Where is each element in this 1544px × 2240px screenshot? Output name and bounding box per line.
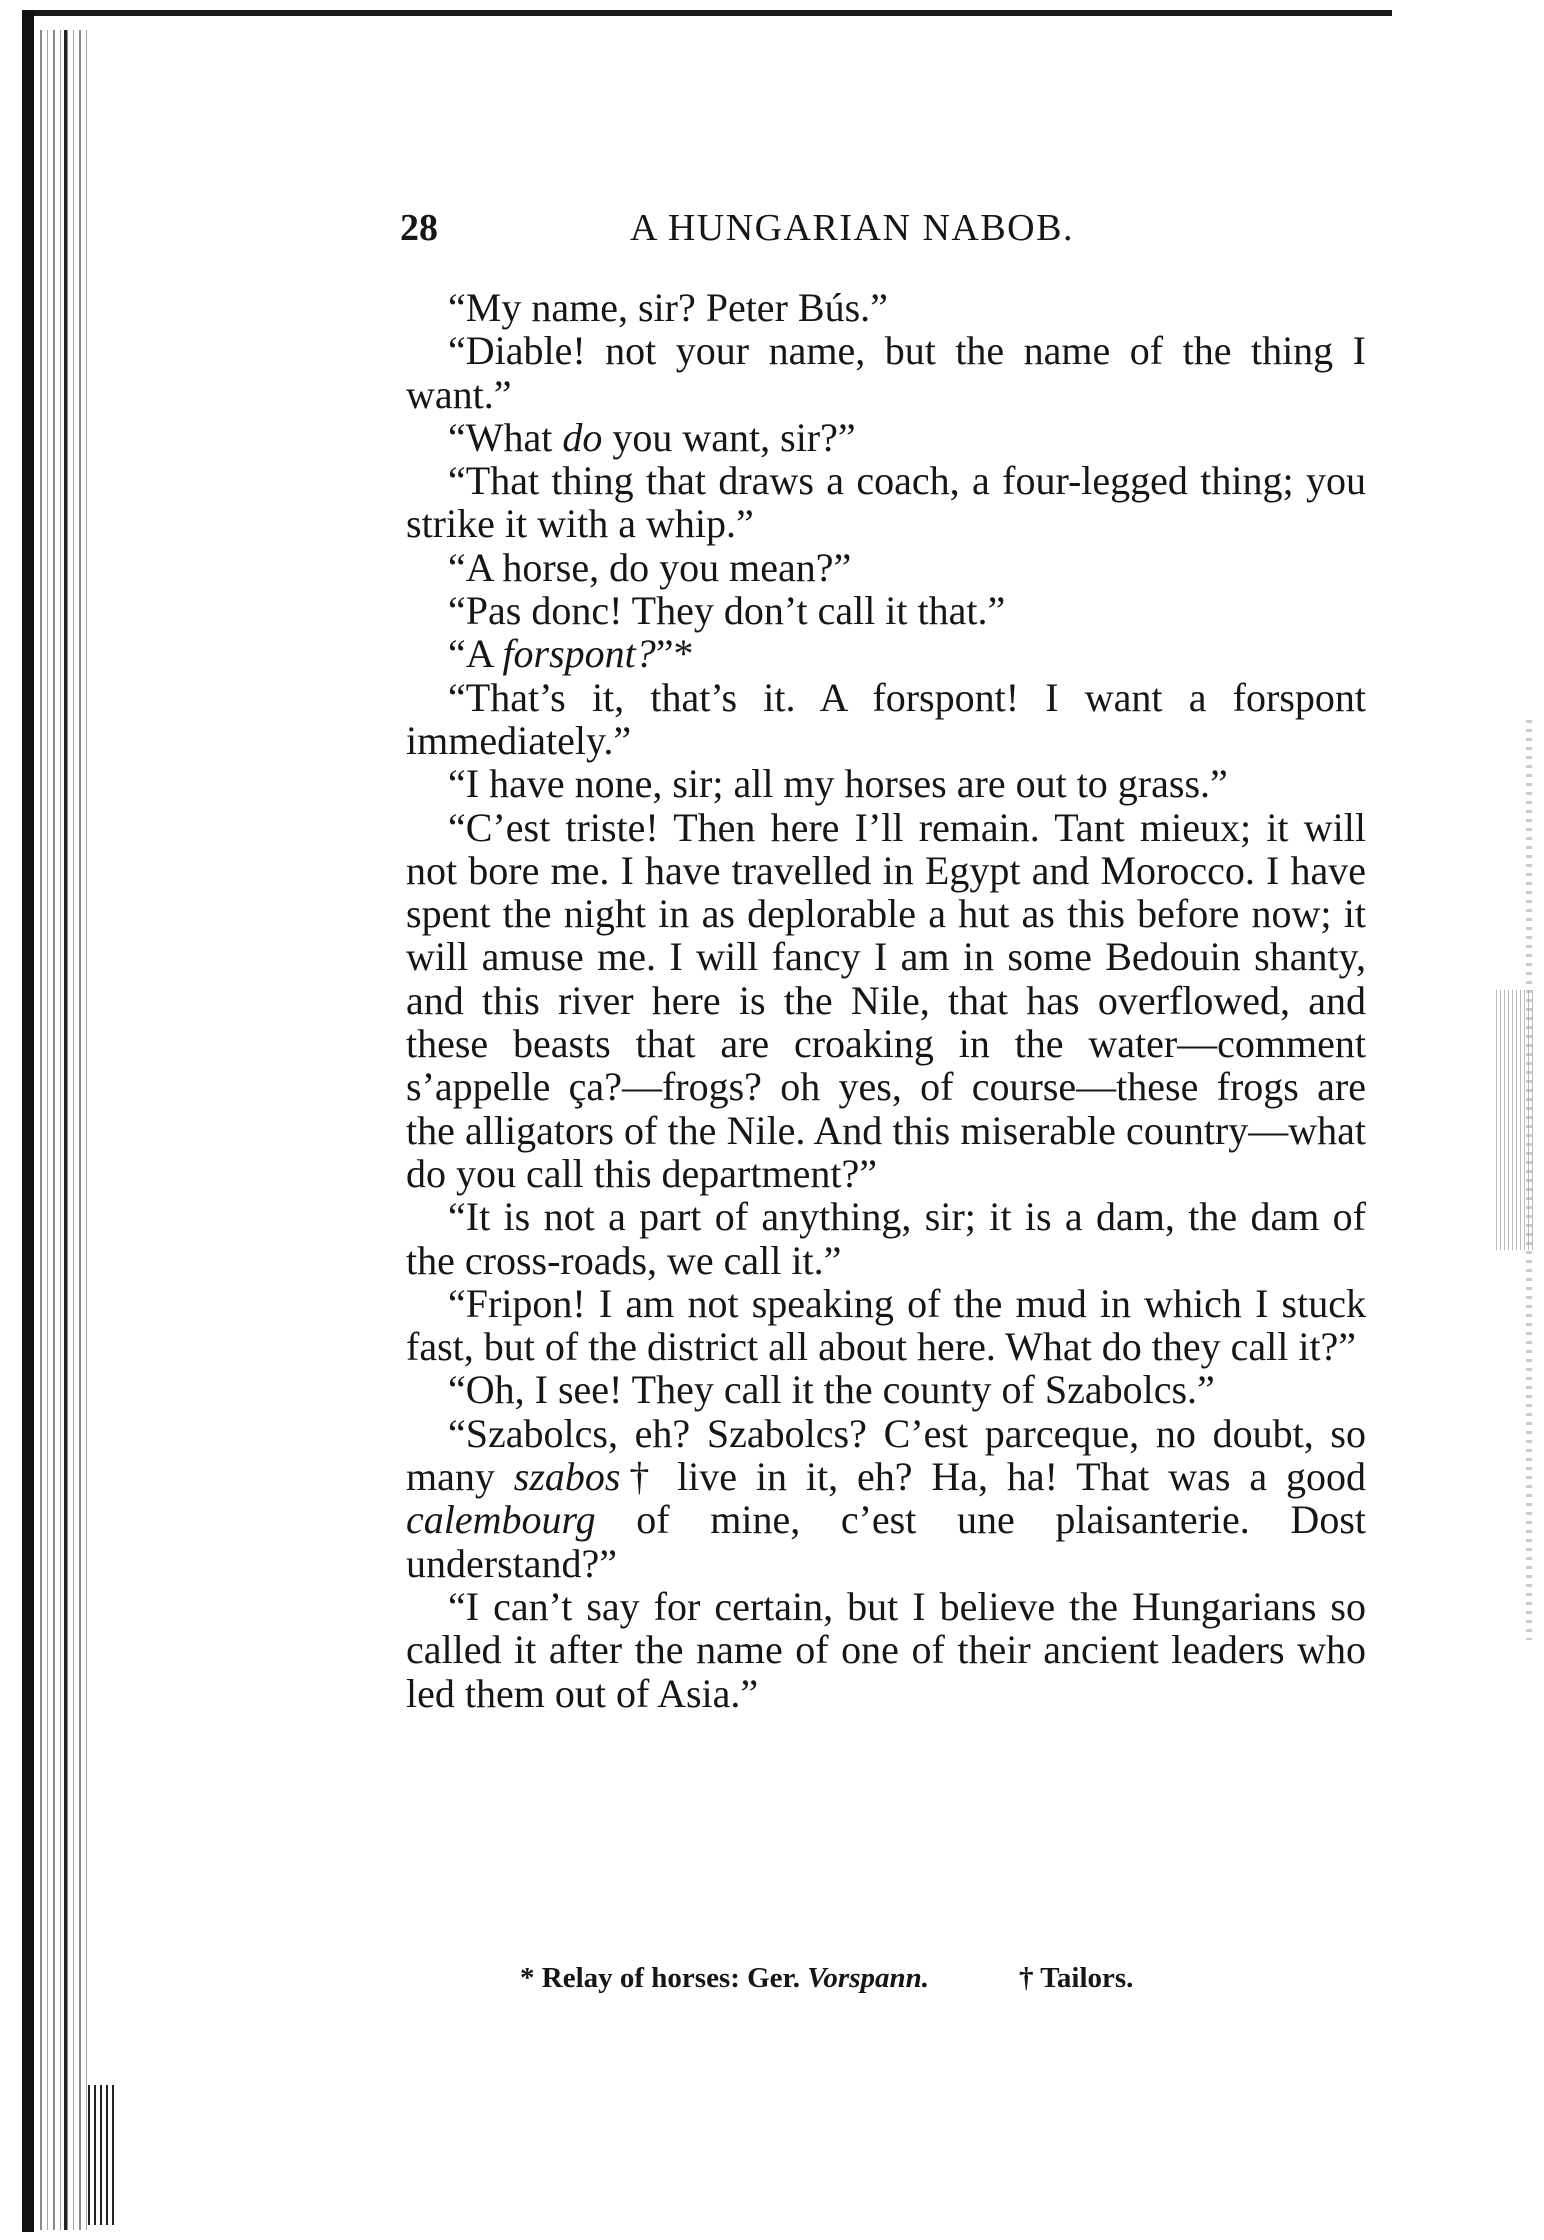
scan-right-edge-dots: [1526, 720, 1532, 1640]
page-header: [400, 200, 1400, 260]
paragraph: “I have none, sir; all my horses are out to grass.”: [448, 761, 1228, 807]
text-run: “Szabolcs, eh? Szabolcs? C’est parceque, no doubt, so many: [406, 1410, 1366, 1500]
spine-inner-line: [64, 30, 67, 2230]
italic-run: forspont?: [502, 631, 656, 677]
paragraph: [406, 416, 1366, 459]
paragraph: “C’est triste! Then here I’ll remain. Tant mieux; it will not bore me. I have travelled in Egypt and Morocco. I have spent the night in as deplorable a hut as this before now; it will amuse me. I will fancy I am in some Bedouin shanty, and this river here is the Nile, that has overflowed, and these beasts that are croaking in the water—comment s’appelle ça?—frogs? oh yes, of course—these frogs are the alligators of the Nile. And this miserable country—what do you call this department?”: [406, 804, 1366, 1196]
scan-bottom-marks: [88, 2085, 114, 2225]
running-title: A HUNGARIAN NABOB.: [630, 207, 1074, 249]
paragraph: “That’s it, that’s it. A forspont! I want a forspont immediately.”: [406, 674, 1366, 763]
italic-run: calembourg: [406, 1497, 596, 1543]
footnotes: [520, 1962, 1280, 1995]
text-run: of mine, c’est une plaisanterie. Dost understand?”: [406, 1497, 1366, 1586]
text-run: “What: [448, 414, 563, 460]
italic-run: szabos: [513, 1454, 621, 1500]
paragraph: [406, 1412, 1366, 1585]
paragraph: “Fripon! I am not speaking of the mud in which I stuck fast, but of the district all about here. What do they call it?”: [406, 1280, 1366, 1370]
page-number: 28: [400, 207, 438, 249]
footnote-relay: [520, 1962, 929, 1994]
text-run: ”*: [655, 631, 694, 677]
paragraph: “Diable! not your name, but the name of the thing I want.”: [406, 328, 1366, 417]
footnote-tailors: † Tailors.: [1019, 1962, 1134, 1994]
text-run: † live in it, eh? Ha, ha! That was a good: [620, 1454, 1366, 1500]
paragraph: “A horse, do you mean?”: [448, 544, 852, 590]
text-block: [406, 286, 1366, 1715]
italic-run: Vorspann.: [807, 1962, 929, 1994]
italic-run: do: [562, 414, 603, 460]
text-run: * Relay of horses: Ger.: [520, 1962, 808, 1994]
paragraph: “Oh, I see! They call it the county of Szabolcs.”: [448, 1367, 1215, 1413]
paragraph: “My name, sir? Peter Bús.”: [448, 285, 888, 330]
paragraph: “That thing that draws a coach, a four-legged thing; you strike it with a whip.”: [406, 458, 1366, 547]
text-run: you want, sir?”: [602, 414, 856, 460]
text-run: “A: [448, 631, 503, 677]
paragraph: [406, 632, 1366, 675]
paragraph: “It is not a part of anything, sir; it is a dam, the dam of the cross-roads, we call it.”: [406, 1194, 1366, 1283]
book-spine-shadow: [22, 10, 34, 2232]
paragraph: “Pas donc! They don’t call it that.”: [448, 588, 1006, 634]
scan-top-rule: [22, 10, 1392, 16]
paragraph: “I can’t say for certain, but I believe the Hungarians so called it after the name of one of their ancient leaders who led them out of Asia.”: [406, 1583, 1366, 1716]
